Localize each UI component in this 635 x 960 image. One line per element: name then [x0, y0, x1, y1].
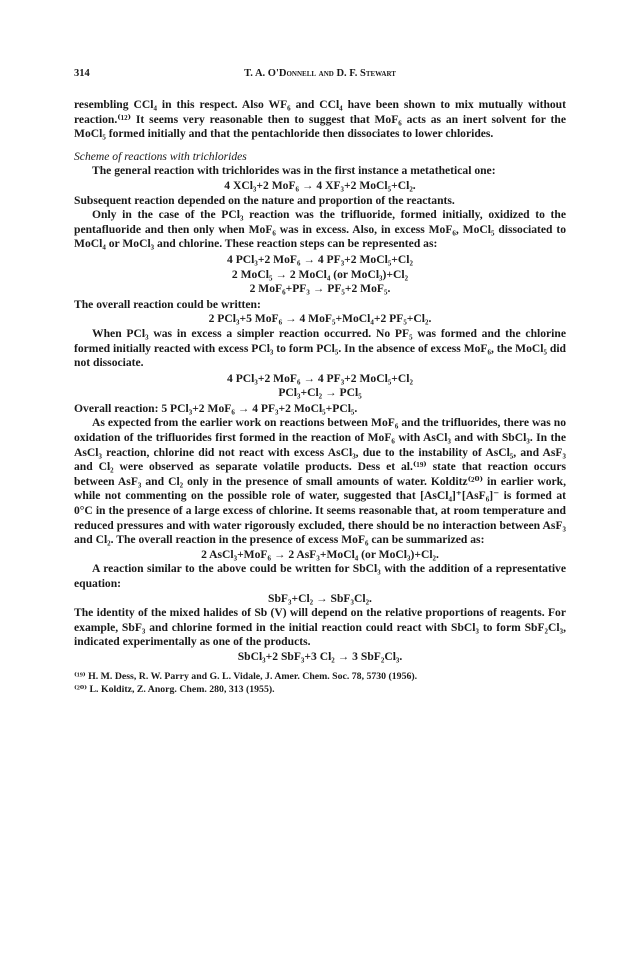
paragraph: When PCl₃ was in excess a simpler reaction occurred. No PF₅ was formed and the chlorine formed initially reacted with excess PCl₃ to form PCl₅. In the absence of excess MoF₆, the MoCl₅ did not dissociate.	[74, 326, 566, 370]
equation: 4 PCl₃+2 MoF₆ → 4 PF₃+2 MoCl₅+Cl₂	[227, 252, 413, 266]
paragraph: The overall reaction could be written:	[74, 297, 261, 311]
equation: 4 XCl₃+2 MoF₆ → 4 XF₃+2 MoCl₅+Cl₂.	[224, 178, 416, 192]
equation: 4 PCl₃+2 MoF₆ → 4 PF₃+2 MoCl₅+Cl₂	[227, 371, 413, 385]
body-text	[74, 98, 566, 665]
equation: 2 MoCl₅ → 2 MoCl₄ (or MoCl₃)+Cl₂	[231, 267, 409, 281]
paragraph: Subsequent reaction depended on the nature and proportion of the reactants.	[74, 193, 455, 207]
equation: 2 AsCl₃+MoF₆ → 2 AsF₃+MoCl₄ (or MoCl₃)+Cl₂.	[201, 547, 439, 561]
paragraph: The general reaction with trichlorides was in the first instance a metathetical one:	[92, 164, 496, 178]
equation: 2 MoF₆+PF₃ → PF₅+2 MoF₅.	[249, 282, 391, 296]
paragraph: Overall reaction: 5 PCl₃+2 MoF₆ → 4 PF₃+2 MoCl₅+PCl₅.	[74, 401, 358, 415]
paragraph: Only in the case of the PCl₃ reaction was the trifluoride, formed initially, oxidized to the pentafluoride and then only when MoF₆ was in excess. Also, in excess MoF₆, MoCl₅ dissociated to MoCl₄ or MoCl₃ and chlorine. These reaction steps can be represented as:	[74, 208, 566, 251]
footnotes	[74, 670, 566, 696]
page	[74, 68, 566, 696]
page-number: 314	[74, 68, 90, 79]
equation-group	[74, 253, 566, 297]
page-header	[74, 68, 566, 86]
paragraph: A reaction similar to the above could be written for SbCl₃ with the addition of a representative equation:	[74, 562, 566, 590]
equation-group	[74, 372, 566, 401]
footnote-19: ⁽¹⁹⁾ H. M. Dess, R. W. Parry and G. L. Vidale, J. Amer. Chem. Soc. 78, 5730 (1956).	[74, 670, 418, 682]
equation: PCl₃+Cl₂ → PCl₅	[278, 386, 362, 400]
equation: 2 PCl₃+5 MoF₆ → 4 MoF₅+MoCl₄+2 PF₅+Cl₂.	[208, 312, 432, 326]
paragraph: As expected from the earlier work on reactions between MoF₆ and the trifluorides, there was no oxidation of the trifluorides first formed in the reaction of MoF₆ with AsCl₃ and with SbCl₃. In the AsCl₃ reaction, chlorine did not react with excess AsCl₃, due to the instability of AsCl₅, and AsF₃ and Cl₂ were observed as separate volatile products. Dess et al.⁽¹⁹⁾ state that reaction occurs between AsF₃ and Cl₂ only in the presence of small amounts of water. Kolditz⁽²⁰⁾ in earlier work, while not commenting on the possible role of water, suggested that [AsCl₄]⁺[AsF₆]⁻ is formed at 0°C in the presence of a large excess of chlorine. It seems reasonable that, at room temperature and reduced pressures and with water rigorously excluded, there should be no interaction between AsF₃ and Cl₂. The overall reaction in the presence of excess MoF₆ can be summarized as:	[74, 416, 566, 547]
section-heading: Scheme of reactions with trichlorides	[74, 149, 247, 163]
footnote-20: ⁽²⁰⁾ L. Kolditz, Z. Anorg. Chem. 280, 313 (1955).	[74, 683, 275, 695]
paragraph: resembling CCl₄ in this respect. Also WF₆ and CCl₄ have been shown to mix mutually without reaction.⁽¹²⁾ It seems very reasonable then to suggest that MoF₆ acts as an inert solvent for the MoCl₅ formed initially and that the pentachloride then dissociates to lower chlorides.	[74, 98, 566, 141]
equation: SbCl₃+2 SbF₃+3 Cl₂ → 3 SbF₂Cl₃.	[237, 649, 403, 663]
paragraph: The identity of the mixed halides of Sb (V) will depend on the relative proportions of reagents. For example, SbF₃ and chlorine formed in the initial reaction could react with SbCl₃ to form SbF₂Cl₃, indicated experimentally as one of the products.	[74, 606, 566, 649]
running-head: T. A. O'Donnell and D. F. Stewart	[244, 68, 396, 79]
equation: SbF₃+Cl₂ → SbF₃Cl₂.	[268, 591, 372, 605]
